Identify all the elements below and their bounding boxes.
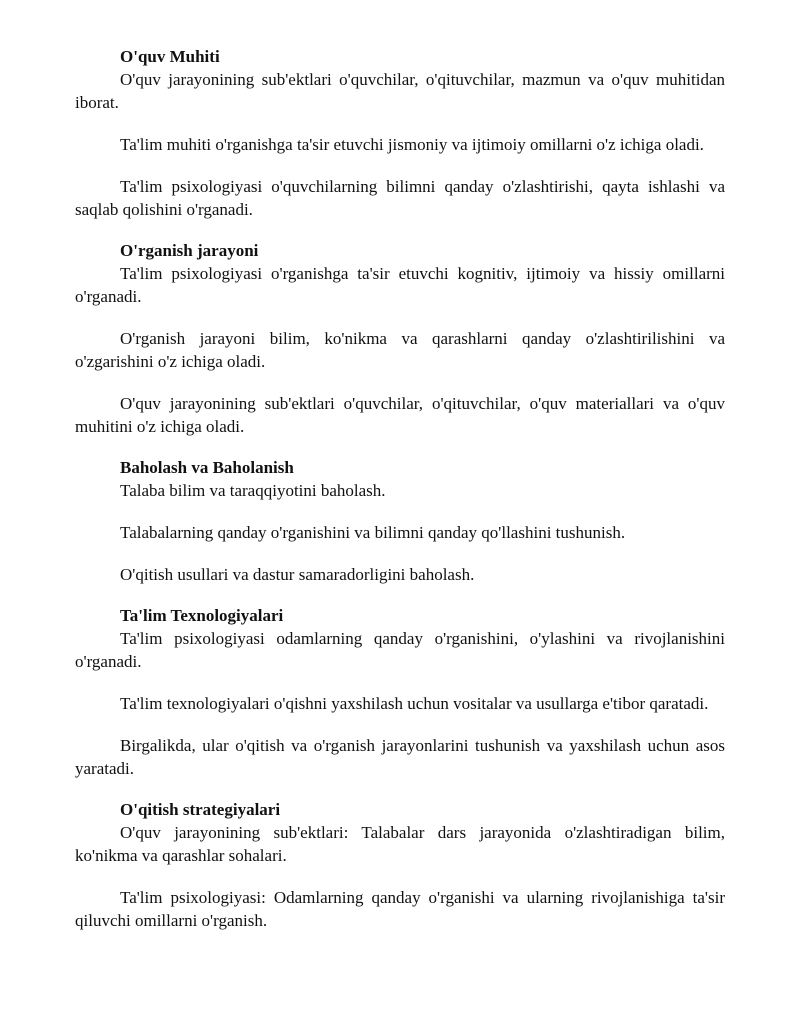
paragraph: Ta'lim psixologiyasi o'quvchilarning bilimni qanday o'zlashtirishi, qayta ishlashi va saqlab qolishini o'rganadi. <box>75 177 725 219</box>
section-organish-jarayoni <box>75 240 725 438</box>
paragraph: Ta'lim muhiti o'rganishga ta'sir etuvchi jismoniy va ijtimoiy omillarni o'z ichiga oladi. <box>120 135 704 154</box>
paragraph: O'qitish usullari va dastur samaradorligini baholash. <box>120 565 475 584</box>
paragraph: Ta'lim psixologiyasi o'rganishga ta'sir etuvchi kognitiv, ijtimoiy va hissiy omillarni o'rganadi. <box>75 264 725 306</box>
section-oqitish-strategiyalari <box>75 799 725 932</box>
section-heading: O'quv Muhiti <box>120 47 220 66</box>
paragraph: Talabalarning qanday o'rganishini va bilimni qanday qo'llashini tushunish. <box>120 523 626 542</box>
paragraph: Ta'lim texnologiyalari o'qishni yaxshilash uchun vositalar va usullarga e'tibor qaratadi. <box>120 694 709 713</box>
paragraph: Birgalikda, ular o'qitish va o'rganish jarayonlarini tushunish va yaxshilash uchun asos yaratadi. <box>75 736 725 778</box>
section-heading: O'rganish jarayoni <box>120 241 259 260</box>
paragraph: O'quv jarayonining sub'ektlari o'quvchilar, o'qituvchilar, o'quv materiallari va o'quv muhitini o'z ichiga oladi. <box>75 394 725 436</box>
paragraph: Ta'lim psixologiyasi: Odamlarning qanday o'rganishi va ularning rivojlanishiga ta'sir qiluvchi omillarni o'rganish. <box>75 888 725 930</box>
section-heading: O'qitish strategiyalari <box>120 800 281 819</box>
section-heading: Baholash va Baholanish <box>120 458 294 477</box>
section-baholash <box>75 457 725 586</box>
paragraph: Ta'lim psixologiyasi odamlarning qanday o'rganishini, o'ylashini va rivojlanishini o'rganadi. <box>75 629 725 671</box>
paragraph: O'quv jarayonining sub'ektlari o'quvchilar, o'qituvchilar, mazmun va o'quv muhitidan iborat. <box>75 70 725 112</box>
section-heading: Ta'lim Texnologiyalari <box>120 606 284 625</box>
paragraph: Talaba bilim va taraqqiyotini baholash. <box>120 481 386 500</box>
document-page <box>75 46 725 951</box>
paragraph: O'rganish jarayoni bilim, ko'nikma va qarashlarni qanday o'zlashtirilishini va o'zgarishini o'z ichiga oladi. <box>75 329 725 371</box>
paragraph: O'quv jarayonining sub'ektlari: Talabalar dars jarayonida o'zlashtiradigan bilim, ko'nikma va qarashlar sohalari. <box>75 823 725 865</box>
section-talim-texnologiyalari <box>75 605 725 780</box>
section-oquv-muhiti <box>75 46 725 221</box>
